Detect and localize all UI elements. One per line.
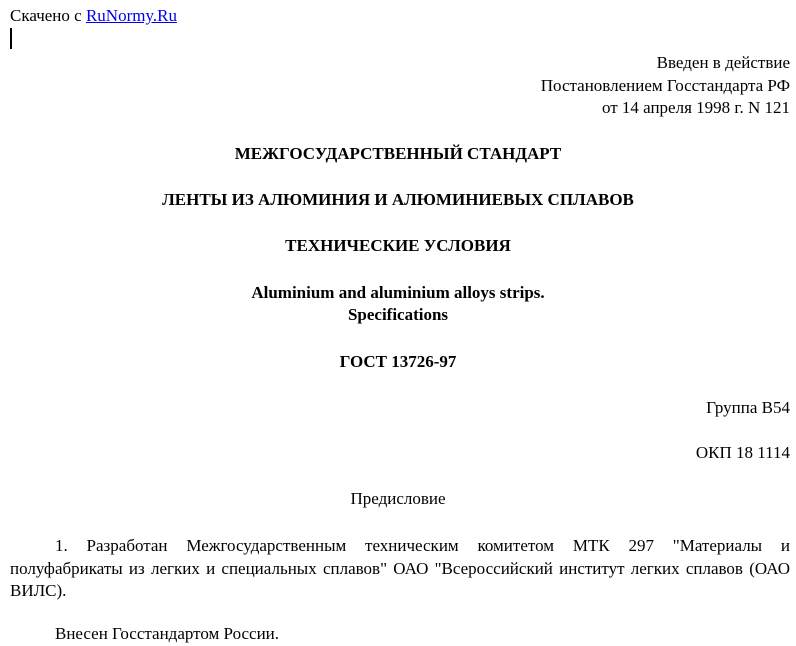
okp-code: ОКП 18 1114 xyxy=(695,443,790,462)
standard-type-heading: МЕЖГОСУДАРСТВЕННЫЙ СТАНДАРТ xyxy=(234,144,562,163)
foreword-paragraph-2: Внесен Госстандартом России. xyxy=(55,624,280,643)
subtitle-ru-heading: ТЕХНИЧЕСКИЕ УСЛОВИЯ xyxy=(285,236,511,255)
text-caret xyxy=(10,28,12,49)
title-en-line-2: Specifications xyxy=(347,305,449,324)
source-link[interactable]: RuNormy.Ru xyxy=(85,6,177,25)
foreword-heading: Предисловие xyxy=(350,489,446,508)
title-en-line-1: Aluminium and aluminium alloys strips. xyxy=(251,283,545,302)
source-line xyxy=(10,6,177,26)
foreword-paragraph-1: 1. Разработан Межгосударственным техническим комитетом МТК 297 "Материалы и полуфабрикаты из легких и специальных сплавов" ОАО "Всероссийский институт легких сплавов (ОАО ВИЛС). xyxy=(10,536,790,600)
gost-number-heading: ГОСТ 13726-97 xyxy=(339,352,457,371)
intro-block xyxy=(541,52,790,120)
intro-line-1: Введен в действие xyxy=(656,53,790,72)
title-ru-heading: ЛЕНТЫ ИЗ АЛЮМИНИЯ И АЛЮМИНИЕВЫХ СПЛАВОВ xyxy=(162,190,634,209)
intro-line-2: Постановлением Госстандарта РФ xyxy=(540,75,790,95)
source-prefix: Скачено с xyxy=(10,6,86,25)
title-en-heading xyxy=(0,282,796,326)
intro-line-3: от 14 апреля 1998 г. N 121 xyxy=(601,98,790,117)
group-code: Группа В54 xyxy=(706,398,790,417)
